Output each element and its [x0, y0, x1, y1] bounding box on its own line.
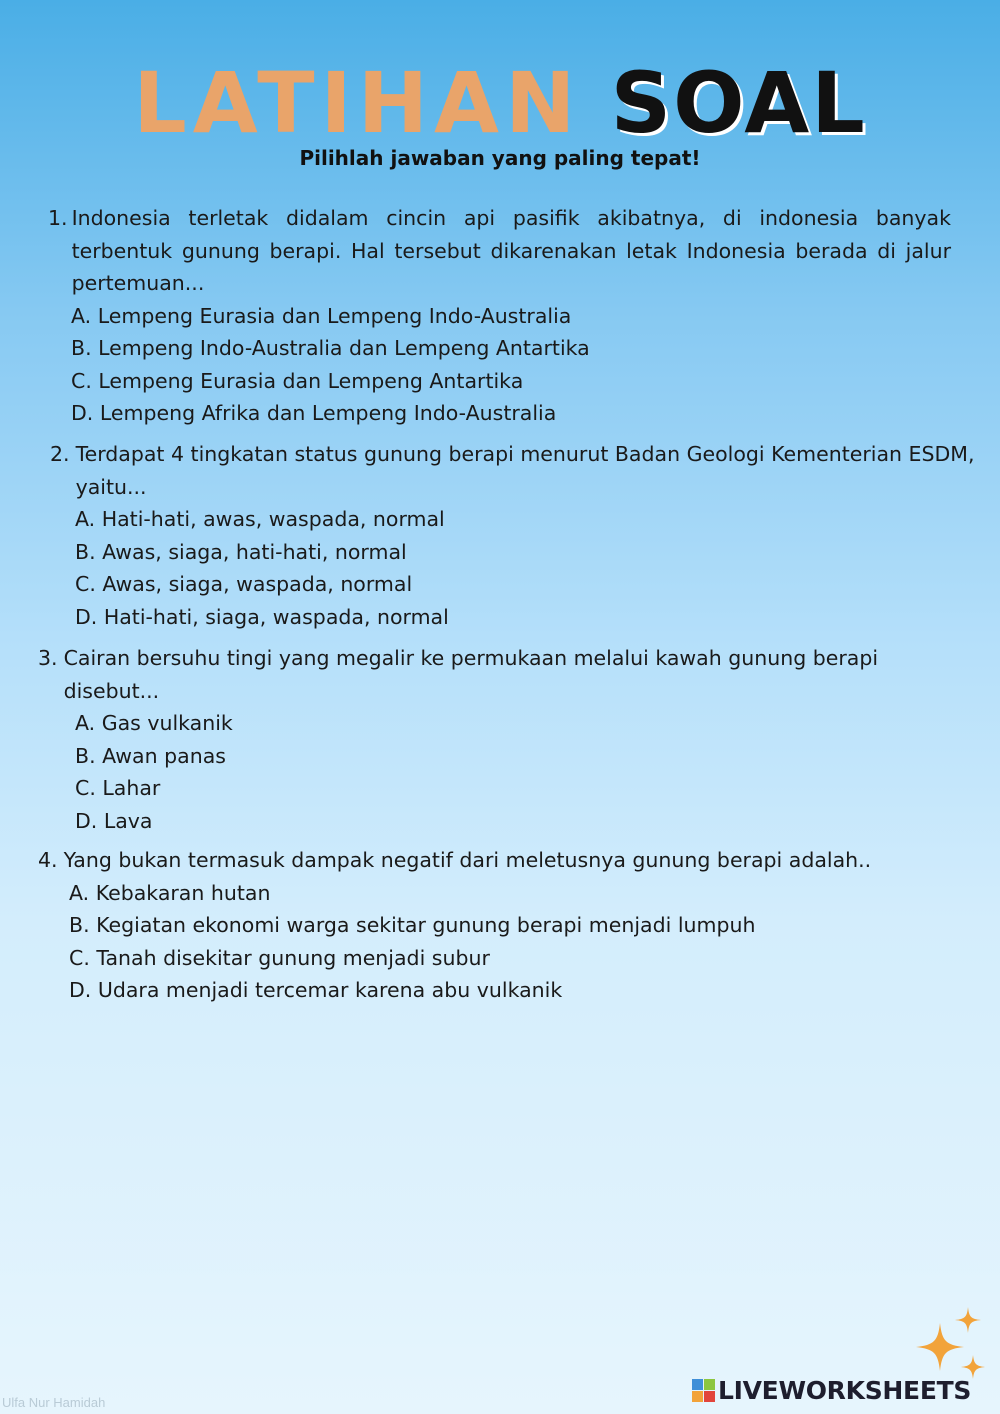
- answer-option-a[interactable]: A. Gas vulkanik: [75, 711, 233, 735]
- answer-option-a[interactable]: A. Hati-hati, awas, waspada, normal: [75, 507, 445, 531]
- author-credit: Ulfa Nur Hamidah: [2, 1395, 106, 1410]
- question-number: 4.: [38, 848, 58, 872]
- question-number: 2.: [50, 442, 70, 466]
- answer-option-d[interactable]: D. Lava: [75, 808, 153, 833]
- answer-option-c[interactable]: C. Awas, siaga, waspada, normal: [75, 572, 413, 596]
- liveworksheets-logo-icon: [692, 1379, 715, 1402]
- question-text: Yang bukan termasuk dampak negatif dari meletusnya gunung berapi adalah..: [63, 848, 872, 872]
- brand-name: LIVEWORKSHEETS: [718, 1375, 972, 1405]
- question-1: [48, 202, 951, 430]
- liveworksheets-brand[interactable]: [692, 1372, 971, 1408]
- answer-option-b[interactable]: B. Kegiatan ekonomi warga sekitar gunung berapi menjadi lumpuh: [69, 913, 756, 937]
- question-2: [50, 438, 975, 633]
- logo-square-e: [704, 1391, 715, 1402]
- worksheet-title: [0, 54, 1000, 152]
- logo-square-i: [704, 1379, 715, 1390]
- question-number: 1.: [48, 206, 68, 230]
- question-text: Indonesia terletak didalam cincin api pasifik akibatnya, di indonesia banyak terbentuk gunung berapi. Hal tersebut dikarenakan letak Indonesia berada di jalur pertemuan...: [71, 206, 951, 295]
- answer-option-d[interactable]: D. Lempeng Afrika dan Lempeng Indo-Australia: [71, 401, 557, 425]
- answer-option-b[interactable]: B. Awan panas: [75, 743, 226, 768]
- answer-option-d[interactable]: D. Hati-hati, siaga, waspada, normal: [75, 604, 449, 629]
- answer-option-b[interactable]: B. Lempeng Indo-Australia dan Lempeng Antartika: [71, 336, 590, 360]
- logo-square-l: [692, 1379, 703, 1390]
- answer-option-b[interactable]: B. Awas, siaga, hati-hati, normal: [75, 539, 407, 564]
- answer-option-c[interactable]: C. Tanah disekitar gunung menjadi subur: [69, 945, 490, 970]
- question-number: 3.: [38, 646, 58, 670]
- title-word-latihan: LATIHAN: [133, 54, 582, 152]
- instruction-subtitle: Pilihlah jawaban yang paling tepat!: [299, 146, 701, 170]
- question-4: [38, 844, 978, 1007]
- title-word-soal: SOAL: [610, 54, 867, 152]
- answer-option-c[interactable]: C. Lahar: [75, 776, 161, 800]
- question-text: Cairan bersuhu tingi yang megalir ke permukaan melalui kawah gunung berapi disebut...: [63, 646, 879, 703]
- question-text: Terdapat 4 tingkatan status gunung berapi menurut Badan Geologi Kementerian ESDM, yaitu...: [75, 442, 975, 499]
- answer-option-a[interactable]: A. Kebakaran hutan: [69, 880, 271, 905]
- question-3: [38, 642, 978, 837]
- logo-square-v: [692, 1391, 703, 1402]
- answer-option-d[interactable]: D. Udara menjadi tercemar karena abu vulkanik: [69, 978, 563, 1002]
- answer-option-c[interactable]: C. Lempeng Eurasia dan Lempeng Antartika: [71, 368, 524, 393]
- answer-option-a[interactable]: A. Lempeng Eurasia dan Lempeng Indo-Australia: [71, 303, 572, 328]
